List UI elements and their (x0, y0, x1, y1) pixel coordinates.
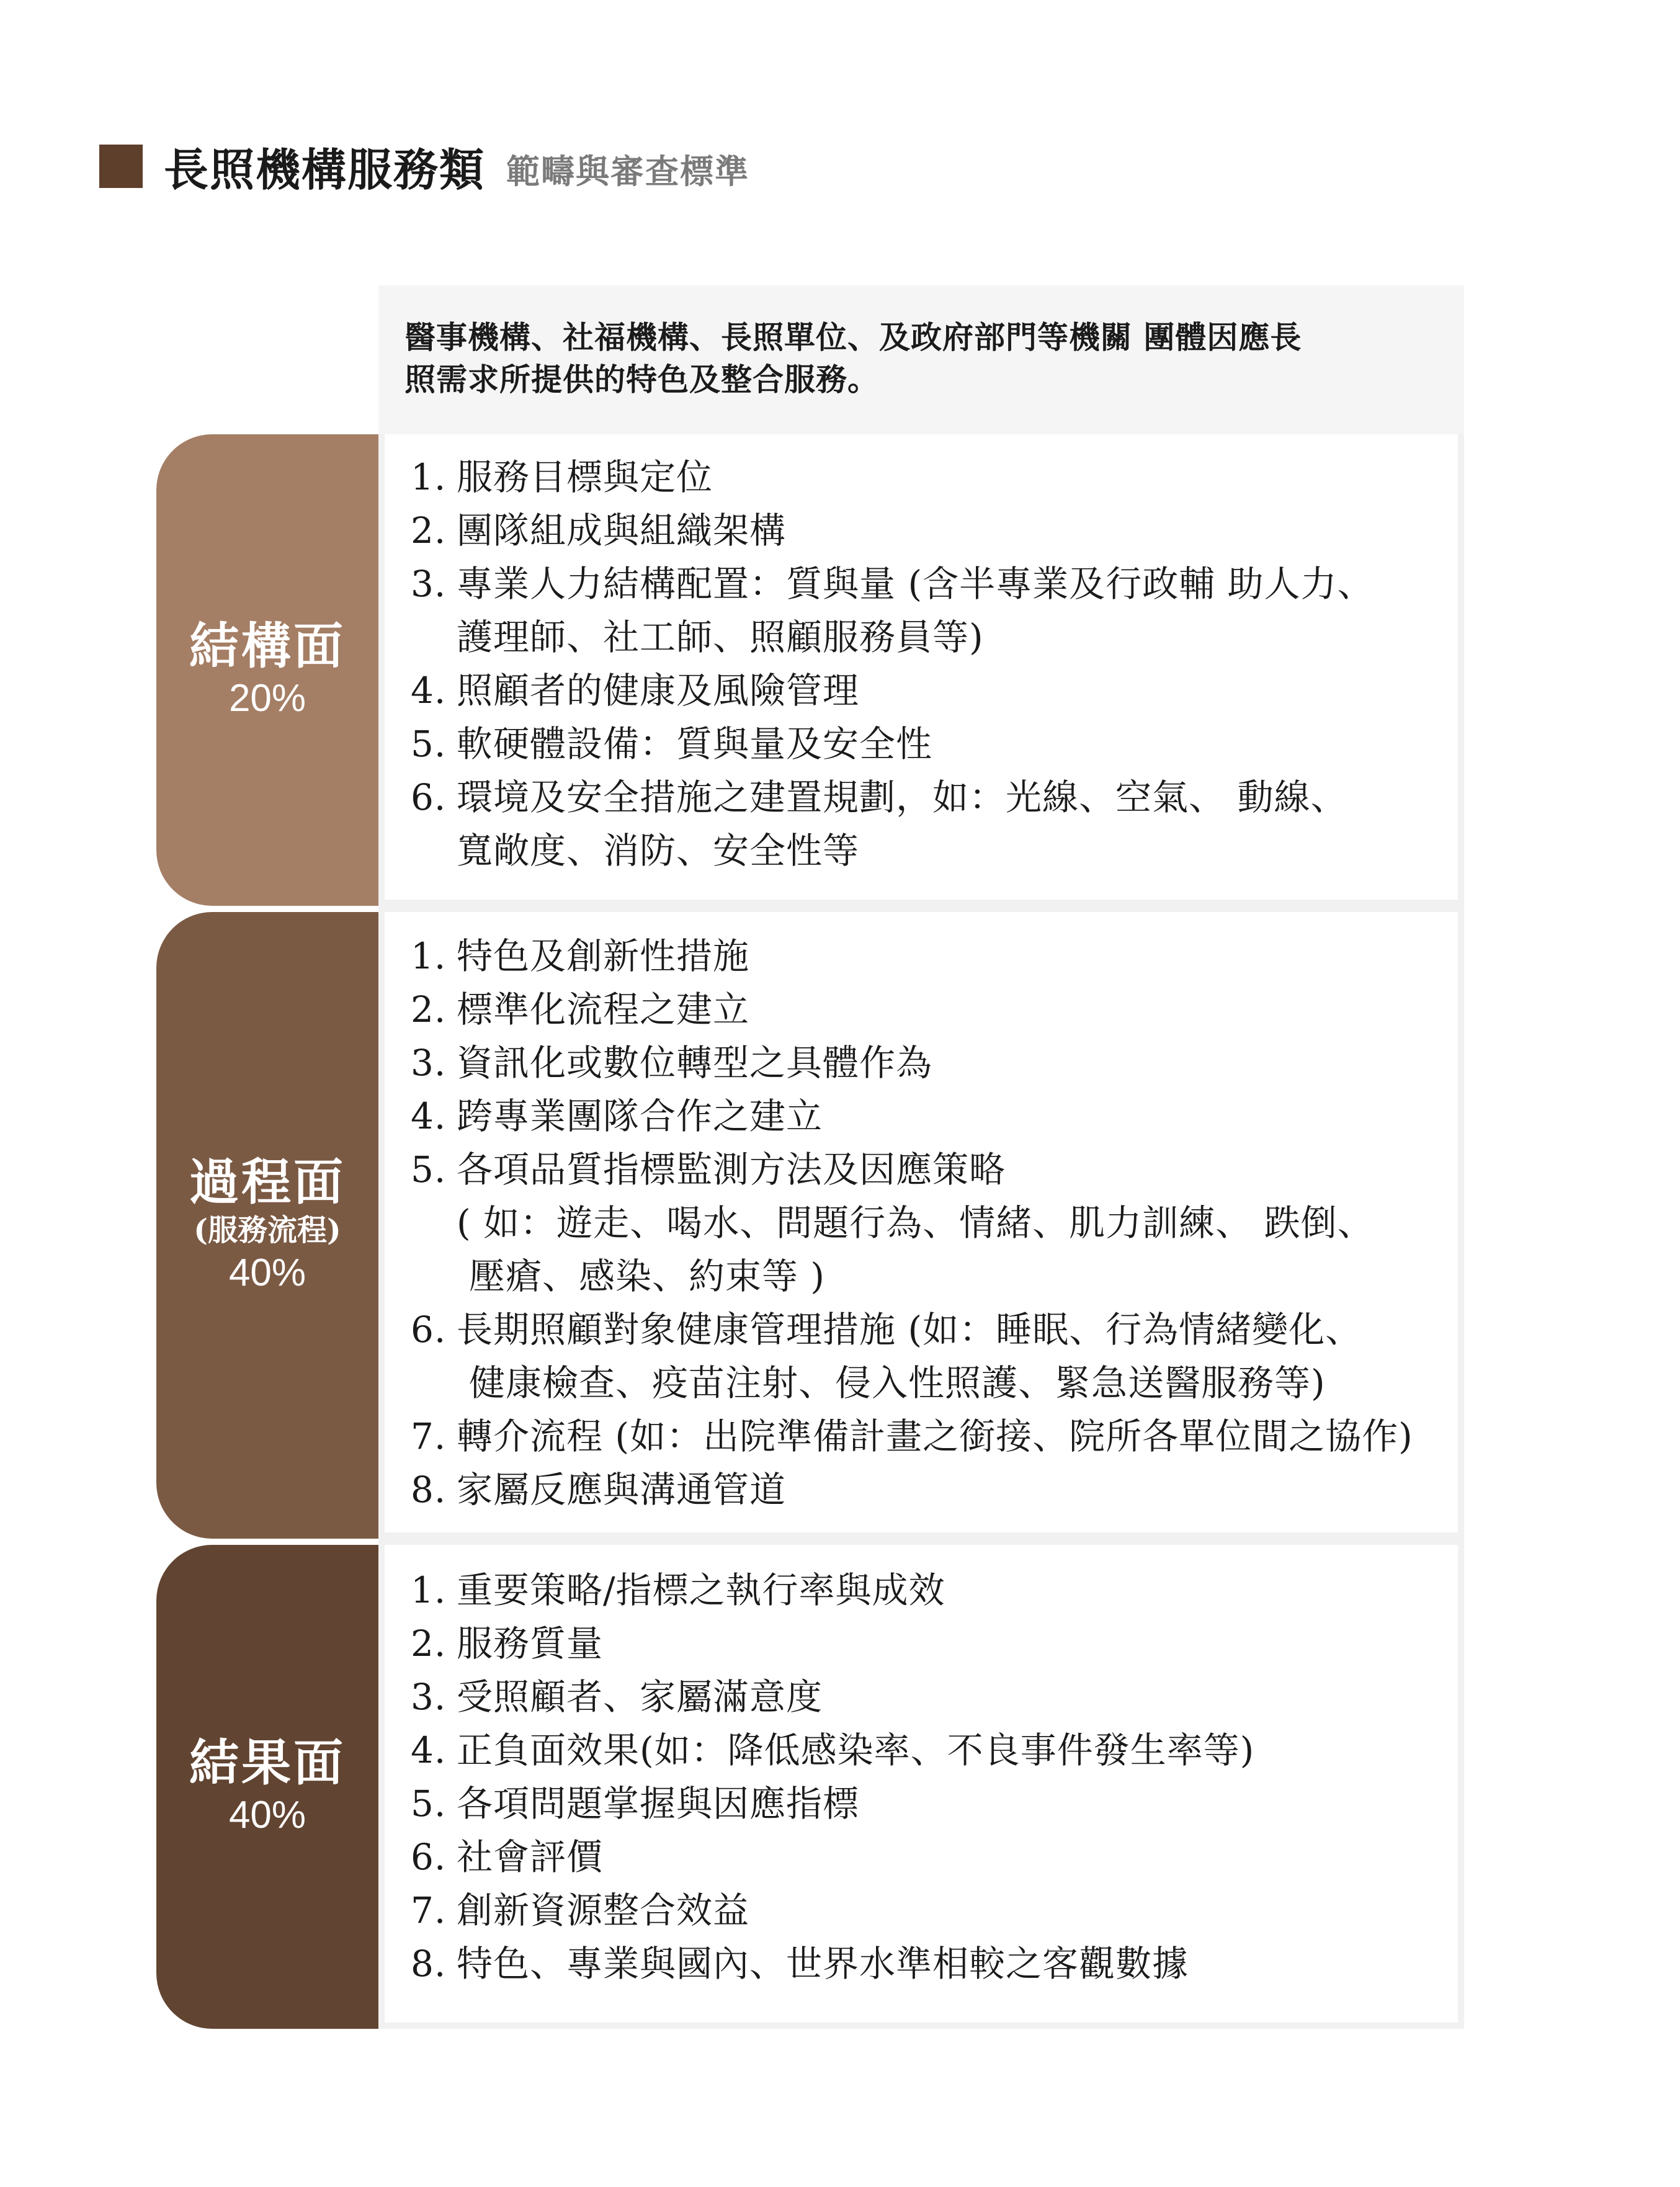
list-item (411, 1563, 1254, 1617)
item-text: 資訊化或數位轉型之具體作為 (457, 1042, 933, 1084)
item-text: 創新資源整合效益 (457, 1889, 750, 1931)
page-subtitle: 範疇與審查標準 (506, 151, 750, 191)
list-item (411, 1937, 1254, 1990)
list-item (411, 664, 1374, 717)
item-text: 團隊組成與組織架構 (457, 509, 787, 552)
page-title: 長照機構服務類 (164, 143, 486, 196)
section-tab-process (156, 912, 378, 1539)
item-text: 特色及創新性措施 (457, 935, 750, 977)
criteria-list (411, 929, 1413, 1516)
list-item (411, 1670, 1254, 1724)
list-item (411, 1036, 1413, 1089)
section-title: 結構面 (189, 617, 346, 675)
item-text: 各項問題掌握與因應指標 (457, 1782, 860, 1825)
item-text: 社會評價 (457, 1836, 604, 1878)
list-item (411, 717, 1374, 771)
item-number: 4. (411, 1095, 447, 1137)
list-item (411, 1777, 1254, 1830)
list-item (411, 771, 1374, 877)
item-text-continued: 壓瘡、感染、約束等 ) (469, 1255, 826, 1297)
list-item (411, 557, 1374, 664)
section-title: 過程面 (189, 1153, 346, 1211)
item-number: 3. (411, 1042, 447, 1084)
intro-text (404, 316, 1447, 401)
section-tab-outcome (156, 1545, 378, 2029)
list-item (411, 1884, 1254, 1937)
intro-line: 照需求所提供的特色及整合服務。 (404, 361, 879, 398)
list-item (411, 1724, 1254, 1777)
item-text: 重要策略/指標之執行率與成效 (457, 1569, 945, 1611)
section-tab-structure (156, 434, 378, 906)
item-number: 1. (411, 935, 447, 977)
item-number: 2. (411, 1622, 447, 1665)
intro-box (378, 285, 1464, 434)
list-item (411, 504, 1374, 557)
item-text-continued: 護理師、社工師、照顧服務員等) (457, 616, 984, 658)
page-header (99, 141, 750, 196)
item-number: 6. (411, 776, 447, 818)
list-item (411, 929, 1413, 983)
item-text-continued: ( 如：遊走、喝水、問題行為、情緒、肌力訓練、 跌倒、 (457, 1202, 1374, 1244)
item-number: 8. (411, 1469, 447, 1511)
item-text: 專業人力結構配置：質與量 (含半專業及行政輔 助人力、 (457, 563, 1374, 605)
section-weight: 20% (228, 677, 306, 720)
list-item (411, 1410, 1413, 1463)
item-number: 7. (411, 1415, 447, 1457)
item-text: 軟硬體設備：質與量及安全性 (457, 723, 933, 765)
item-text: 服務目標與定位 (457, 456, 713, 498)
item-number: 4. (411, 669, 447, 712)
list-item (411, 1143, 1413, 1303)
item-text: 服務質量 (457, 1622, 604, 1665)
list-item (411, 1089, 1413, 1143)
item-number: 6. (411, 1308, 447, 1351)
list-item (411, 1830, 1254, 1884)
section-subtitle: (服務流程) (194, 1213, 341, 1248)
header-square-icon (99, 145, 143, 188)
item-number: 1. (411, 1569, 447, 1611)
list-item (411, 1303, 1413, 1410)
item-number: 4. (411, 1729, 447, 1771)
item-number: 2. (411, 509, 447, 552)
intro-line: 醫事機構、社福機構、長照單位、及政府部門等機關 團體因應長 (404, 319, 1302, 356)
item-number: 3. (411, 563, 447, 605)
item-text: 各項品質指標監測方法及因應策略 (457, 1148, 1006, 1191)
item-number: 8. (411, 1943, 447, 1985)
item-text: 特色、專業與國內、世界水準相較之客觀數據 (457, 1943, 1189, 1985)
item-text: 環境及安全措施之建置規劃，如：光線、空氣、 動線、 (457, 776, 1347, 818)
section-panel-structure (385, 434, 1458, 900)
criteria-list (411, 1563, 1254, 1990)
item-text: 長期照顧對象健康管理措施 (如：睡眠、行為情緒變化、 (457, 1308, 1362, 1351)
item-text-continued: 健康檢查、疫苗注射、侵入性照護、緊急送醫服務等) (469, 1362, 1326, 1404)
item-number: 5. (411, 723, 447, 765)
item-number: 5. (411, 1782, 447, 1825)
list-item (411, 450, 1374, 504)
section-weight: 40% (228, 1251, 306, 1294)
list-item (411, 983, 1413, 1036)
section-weight: 40% (228, 1794, 306, 1836)
item-text: 轉介流程 (如：出院準備計畫之銜接、院所各單位間之協作) (457, 1415, 1413, 1457)
item-number: 3. (411, 1676, 447, 1718)
item-text: 正負面效果(如：降低感染率、不良事件發生率等) (457, 1729, 1255, 1771)
item-text: 受照顧者、家屬滿意度 (457, 1676, 823, 1718)
item-text: 照顧者的健康及風險管理 (457, 669, 860, 712)
item-text: 標準化流程之建立 (457, 988, 750, 1031)
section-panel-outcome (385, 1545, 1458, 2023)
list-item (411, 1463, 1413, 1516)
section-title: 結果面 (189, 1733, 346, 1792)
list-item (411, 1617, 1254, 1670)
item-number: 7. (411, 1889, 447, 1931)
item-number: 5. (411, 1148, 447, 1191)
criteria-list (411, 450, 1374, 877)
section-panel-process (385, 912, 1458, 1532)
item-text-continued: 寬敞度、消防、安全性等 (457, 830, 860, 872)
item-text: 家屬反應與溝通管道 (457, 1469, 787, 1511)
item-number: 1. (411, 456, 447, 498)
item-number: 6. (411, 1836, 447, 1878)
item-text: 跨專業團隊合作之建立 (457, 1095, 823, 1137)
item-number: 2. (411, 988, 447, 1031)
